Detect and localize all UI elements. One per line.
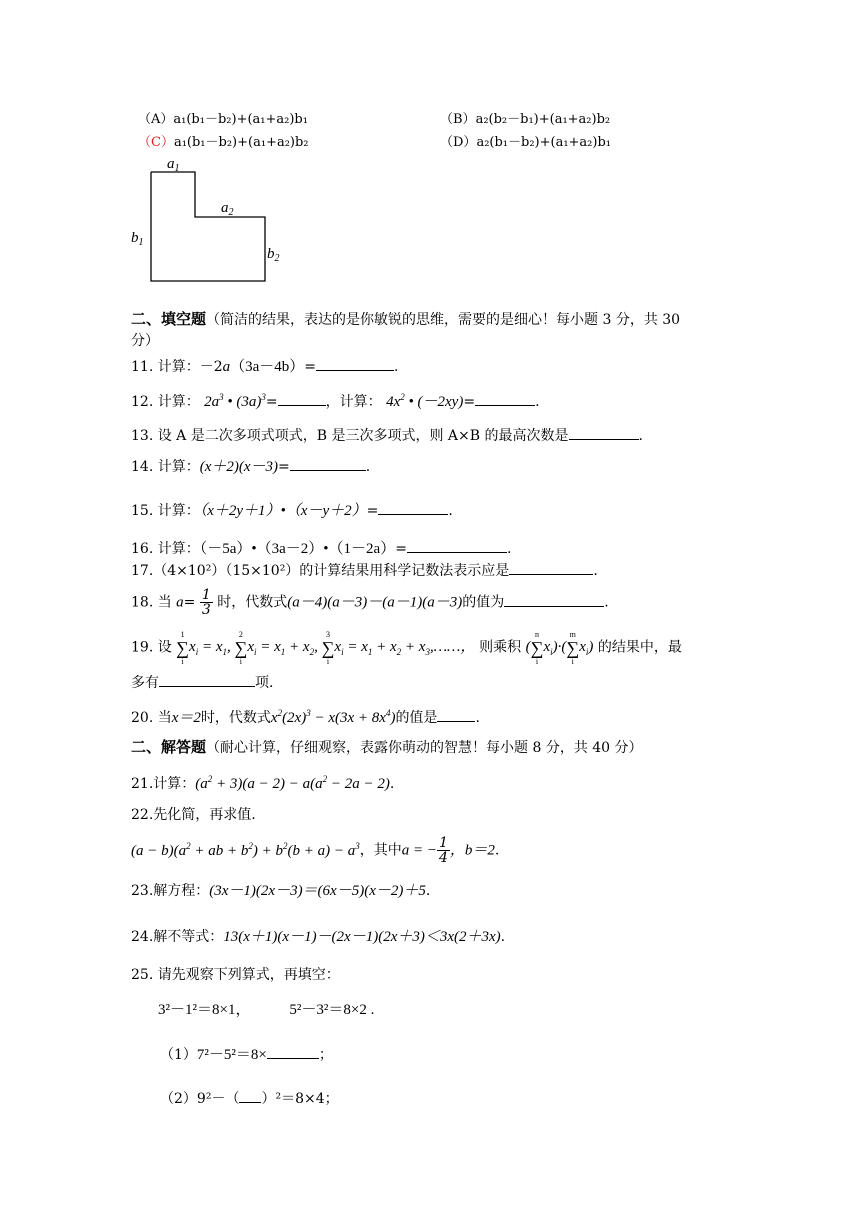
label-a1: $a_1$ xyxy=(167,156,180,174)
option-b xyxy=(440,108,610,127)
question-20 xyxy=(131,704,480,727)
q25-example-1: 3²－1²＝8×1， xyxy=(158,1002,251,1018)
q18-numerator: 1 xyxy=(201,587,211,603)
q14-blank[interactable] xyxy=(290,456,366,471)
q25-example-2: 5²－3²＝8×2 . xyxy=(289,1002,375,1018)
q17-blank[interactable] xyxy=(509,560,593,575)
question-19 xyxy=(131,630,682,666)
l-shape-outline xyxy=(151,172,265,281)
question-15 xyxy=(131,500,453,520)
q25-part2-expr-a: 9²－（ xyxy=(196,1091,240,1107)
q22-fraction xyxy=(437,836,450,865)
option-c-text: a₁(b₁－b₂)+(a₁+a₂)b₂ xyxy=(173,135,309,150)
option-d xyxy=(440,131,611,150)
option-d-label: （D） xyxy=(440,135,477,150)
q12-eq-2: = xyxy=(463,394,476,410)
q24-prefix: 24.解不等式： xyxy=(131,929,224,945)
q25-part2-expr-b: ） xyxy=(261,1091,276,1107)
q19-suffix: 的结果中，最 xyxy=(597,639,682,656)
q22-mid: ，其中 xyxy=(359,842,402,859)
option-a-text: a₁(b₁－b₂)+(a₁+a₂)b₁ xyxy=(173,112,308,127)
q22-numerator: 1 xyxy=(438,835,448,851)
q14-end: . xyxy=(365,459,371,475)
q18-expr: (a－4)(a－3)－(a－1)(a－3) xyxy=(287,594,463,611)
q25-part2-expr-c: ²＝8×4； xyxy=(275,1091,339,1107)
q13-end: . xyxy=(638,428,643,444)
q20-blank[interactable] xyxy=(437,707,475,722)
q12-blank-1[interactable] xyxy=(278,391,326,406)
option-a xyxy=(138,108,308,127)
q20-cond: x＝2 xyxy=(171,710,201,726)
q18-denominator: 3 xyxy=(201,602,211,618)
q20-mid: 时，代数式 xyxy=(200,710,271,726)
question-17 xyxy=(131,560,598,580)
q18-mid: 时，代数式 xyxy=(217,594,288,611)
question-11 xyxy=(131,356,398,376)
q18-var: a xyxy=(176,594,184,611)
q11-end: . xyxy=(394,359,399,375)
q18-eq: = xyxy=(183,594,196,611)
q20-end: . xyxy=(475,710,480,726)
q12-mid: ，计算： xyxy=(325,394,382,410)
q18-fraction xyxy=(200,588,213,617)
option-d-text: a₂(b₁－b₂)+(a₁+a₂)b₁ xyxy=(476,135,611,150)
q25-part1-blank[interactable] xyxy=(267,1044,319,1059)
q14-expr: (x＋2)(x－3) xyxy=(199,459,279,475)
question-13 xyxy=(131,425,643,445)
q19-product: ( n ∑ i $x_i)\cdot$( m ∑ i $x_i$) xyxy=(525,630,594,666)
q24-end: . xyxy=(500,929,506,945)
q15-blank[interactable] xyxy=(378,500,448,515)
q25-part2-blank[interactable] xyxy=(239,1088,261,1103)
q12-prefix: 12. 计算： xyxy=(131,394,200,410)
question-25-part-1 xyxy=(160,1044,333,1064)
section-fill-desc-2: 分） xyxy=(131,333,159,349)
q12-expr-2: $4x^2$ • (－2xy) xyxy=(386,392,464,410)
q13-text: 13. 设 A 是二次多项式项式，B 是三次多项式，则 A×B 的最高次数是 xyxy=(131,428,569,444)
q16-prefix: 16. 计算： xyxy=(131,541,200,557)
q15-end: . xyxy=(448,503,453,519)
option-a-label: （A） xyxy=(138,112,174,127)
q24-expr: 13(x＋1)(x－1)－(2x－1)(2x＋3)＜3x(2＋3x) xyxy=(223,929,501,945)
q20-expr: $x^2(2x)^3 - x(3x + 8x^4)$ xyxy=(270,708,396,726)
q25-part1-expr: 7²－5²＝8× xyxy=(196,1047,267,1063)
section-fill-title: 二、填空题 xyxy=(131,310,207,328)
q14-prefix: 14. 计算： xyxy=(131,459,200,475)
q20-suffix: 的值是 xyxy=(395,710,438,726)
q15-prefix: 15. 计算： xyxy=(131,503,200,519)
label-b1: $b_1$ xyxy=(131,230,144,248)
q19-mid: 则乘积 xyxy=(479,639,522,656)
option-b-label: （B） xyxy=(440,112,476,127)
option-c-label: （C） xyxy=(138,135,174,150)
q18-prefix: 18. 当 xyxy=(131,594,172,611)
q25-part2-label: （2） xyxy=(160,1091,197,1107)
q18-end: . xyxy=(604,594,609,611)
q11-eq: = xyxy=(304,359,317,375)
q23-prefix: 23.解方程： xyxy=(131,883,210,899)
section-answer-header xyxy=(131,738,643,757)
question-12 xyxy=(131,388,540,411)
q19-sum-series: 1 ∑ i $x_i = x_1$, 2 ∑ i $x_i = x_1 + x_2$, 3 ∑ i $x_i = x_1 + x_2$ + $x_3,\dots\dots$， xyxy=(176,630,480,666)
question-25-examples xyxy=(158,1001,374,1019)
q12-blank-2[interactable] xyxy=(475,391,535,406)
q22-end: . xyxy=(494,842,500,859)
question-25-line-1: 25. 请先观察下列算式，再填空： xyxy=(131,967,340,983)
question-19-line-2 xyxy=(131,672,273,692)
question-23 xyxy=(131,882,430,900)
option-c xyxy=(138,131,309,150)
q11-prefix: 11. 计算：－2 xyxy=(131,359,223,375)
q21-prefix: 21.计算： xyxy=(131,776,196,792)
question-25-part-2 xyxy=(160,1088,339,1108)
q23-end: . xyxy=(425,883,431,899)
section-answer-desc: （耐心计算，仔细观察，表露你萌动的智慧！每小题 8 分，共 40 分） xyxy=(206,740,643,756)
question-21 xyxy=(131,770,394,793)
section-answer-title: 二、解答题 xyxy=(131,738,207,756)
q13-blank[interactable] xyxy=(569,425,639,440)
q22-cond-b: ，b＝2 xyxy=(449,842,495,859)
q19-prefix: 19. 设 xyxy=(131,639,172,656)
q17-text: 17.（4×10²）（15×10²）的计算结果用科学记数法表示应是 xyxy=(131,563,510,579)
q25-part1-label: （1） xyxy=(160,1047,197,1063)
option-b-text: a₂(b₂－b₁)+(a₁+a₂)b₂ xyxy=(475,112,611,127)
q14-eq: = xyxy=(278,459,290,475)
l-shape-figure xyxy=(125,150,295,290)
q21-expr: $(a^2 + 3)(a - 2) - a(a^2 - 2a - 2)$ xyxy=(195,774,390,792)
q11-var: a xyxy=(222,359,231,375)
question-22-line-2 xyxy=(131,836,499,865)
q22-denominator: 4 xyxy=(438,850,448,866)
q16-eq: = xyxy=(395,541,407,557)
q16-blank[interactable] xyxy=(407,538,507,553)
q17-end: . xyxy=(593,563,598,579)
q18-blank[interactable] xyxy=(504,592,604,607)
question-16 xyxy=(131,538,511,558)
label-b2: $b_2$ xyxy=(267,246,280,264)
q21-end: . xyxy=(389,776,395,792)
question-14 xyxy=(131,456,370,476)
question-22-line-1: 22.先化简，再求值. xyxy=(131,807,256,823)
question-24 xyxy=(131,928,505,946)
q11-blank[interactable] xyxy=(316,356,394,371)
q12-expr-1: $2a^3$ • $(3a)^3$ xyxy=(204,392,266,410)
q25-part1-end: ； xyxy=(318,1047,333,1063)
q12-end: . xyxy=(535,394,540,410)
q12-eq-1: = xyxy=(265,394,278,410)
q19-end: 项. xyxy=(255,675,274,691)
q16-end: . xyxy=(506,541,512,557)
q18-suffix: 的值为 xyxy=(462,594,505,611)
q11-expr: （3a－4b） xyxy=(230,359,305,375)
section-fill-header xyxy=(131,310,680,329)
q20-prefix: 20. 当 xyxy=(131,710,172,726)
q22-expr: $(a - b)(a^2$ + ab + $b^2) + b^2(b + a) - a^3$ xyxy=(131,840,360,859)
q19-line2: 多有 xyxy=(131,675,159,691)
q19-blank[interactable] xyxy=(159,672,255,687)
section-fill-desc: （简洁的结果，表达的是你敏锐的思维，需要的是细心！每小题 3 分，共 30 xyxy=(206,312,681,328)
q15-expr: （x＋2y＋1）•（x－y＋2） xyxy=(199,503,367,519)
label-a2: $a_2$ xyxy=(221,200,234,218)
question-18 xyxy=(131,588,609,617)
q16-expr: （－5a）•（3a－2）•（1－2a） xyxy=(199,541,396,557)
q15-eq: = xyxy=(366,503,379,519)
q23-expr: (3x－1)(2x－3)＝(6x－5)(x－2)＋5 xyxy=(209,883,426,899)
q22-cond-a: a = − xyxy=(401,842,437,859)
